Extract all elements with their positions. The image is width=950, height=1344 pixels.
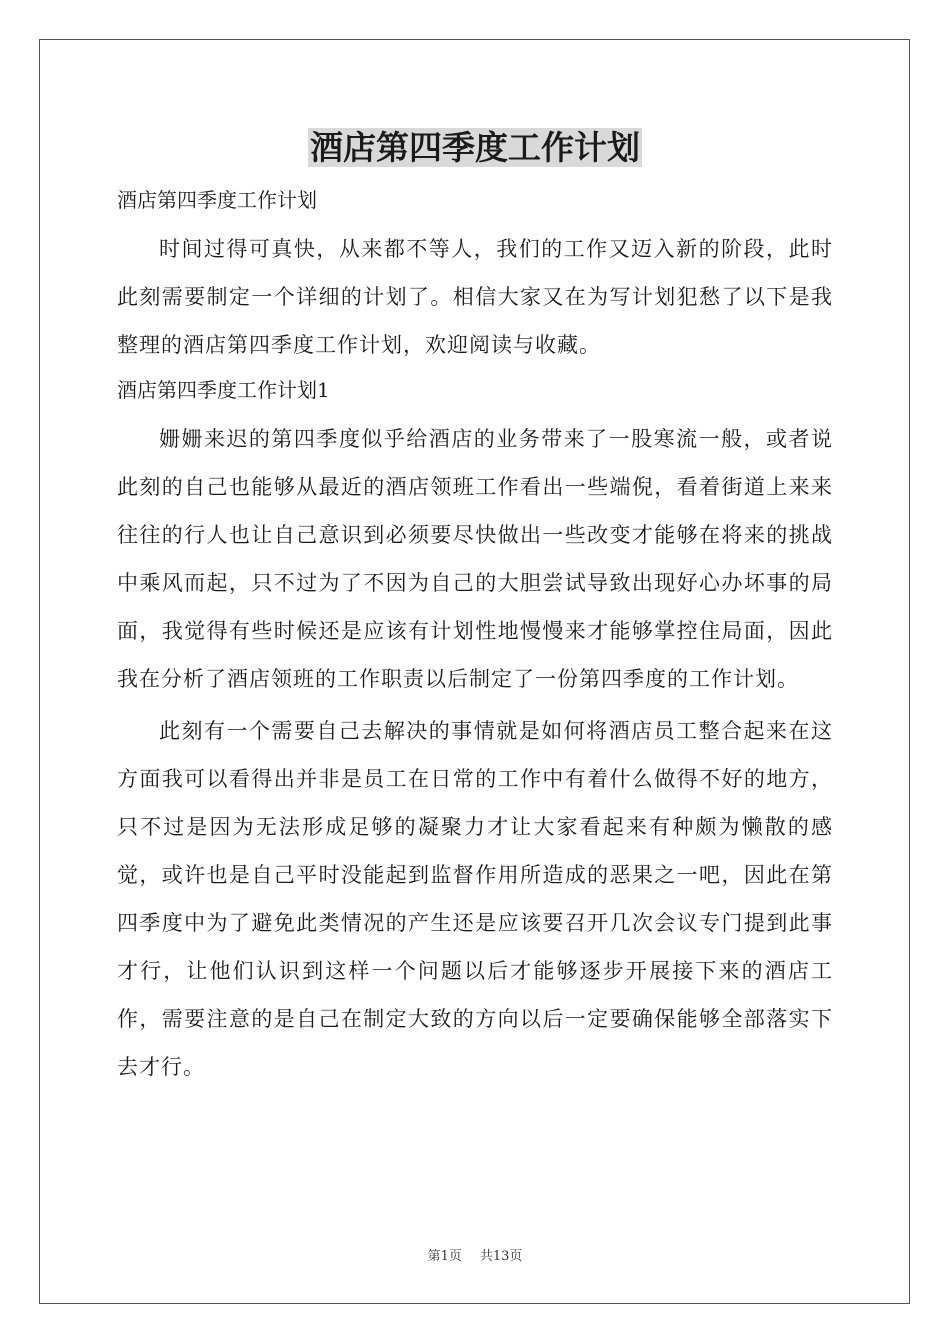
body-paragraph-1: 姗姗来迟的第四季度似乎给酒店的业务带来了一股寒流一般，或者说此刻的自己也能够从最近的酒店领班工作看出一些端倪，看着街道上来来往往的行人也让自己意识到必须要尽快做出一些改变才能够在将来的挑战中乘风而起，只不过为了不因为自己的大胆尝试导致出现好心办坏事的局面，我觉得有些时候还是应该有计划性地慢慢来才能够掌控住局面，因此我在分析了酒店领班的工作职责以后制定了一份第四季度的工作计划。 — [117, 427, 833, 691]
subtitle-line: 酒店第四季度工作计划 — [117, 188, 317, 212]
page-total: 共13页 — [479, 1249, 523, 1264]
title-text: 酒店第四季度工作计划 — [310, 128, 640, 167]
intro-paragraph: 时间过得可真快，从来都不等人，我们的工作又迈入新的阶段，此时此刻需要制定一个详细的计划了。相信大家又在为写计划犯愁了以下是我整理的酒店第四季度工作计划，欢迎阅读与收藏。 — [117, 237, 833, 357]
document-body — [117, 181, 833, 1091]
page-footer — [0, 1248, 950, 1266]
document-title — [0, 126, 950, 170]
section-heading: 酒店第四季度工作计划1 — [117, 378, 330, 402]
body-paragraph-2: 此刻有一个需要自己去解决的事情就是如何将酒店员工整合起来在这方面我可以看得出并非是员工在日常的工作中有着什么做得不好的地方，只不过是因为无法形成足够的凝聚力才让大家看起来有种颇为懒散的感觉，或许也是自己平时没能起到监督作用所造成的恶果之一吧，因此在第四季度中为了避免此类情况的产生还是应该要召开几次会议专门提到此事才行，让他们认识到这样一个问题以后才能够逐步开展接下来的酒店工作，需要注意的是自己在制定大致的方向以后一定要确保能够全部落实下去才行。 — [117, 719, 833, 1079]
page-number: 第1页 — [427, 1249, 462, 1264]
